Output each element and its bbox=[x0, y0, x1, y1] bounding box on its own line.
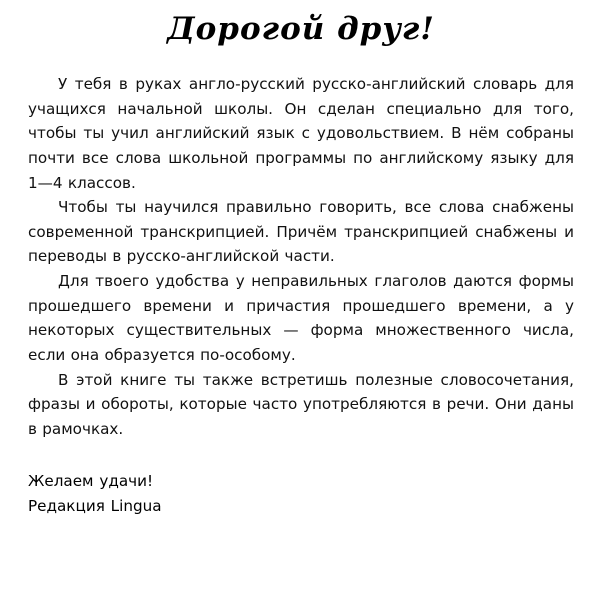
paragraph-1: У тебя в руках англо-русский русско-английский словарь для учащихся начальной школы. Он сделан специально для того, чтобы ты учил английский язык с удовольствием. В нём собраны почти все слова школьной программы по английскому языку для 1—4 классов. bbox=[28, 75, 574, 192]
paragraph-3: Для твоего удобства у неправильных глаголов даются формы прошедшего времени и причастия прошедшего времени, а у некоторых существительных — форма множественного числа, если она образуется по-особому. bbox=[28, 272, 574, 364]
closing-block bbox=[28, 469, 574, 518]
paragraph-2: Чтобы ты научился правильно говорить, все слова снабжены современной транскрипцией. Причём транскрипцией снабжены и переводы в русско-английской части. bbox=[28, 198, 574, 266]
closing-wish: Желаем удачи! bbox=[28, 472, 154, 491]
paragraph-4: В этой книге ты также встретишь полезные словосочетания, фразы и обороты, которые часто употребляются в речи. Они даны в рамочках. bbox=[28, 370, 574, 438]
document-body bbox=[28, 72, 574, 441]
closing-signature: Редакция Lingua bbox=[28, 497, 162, 516]
document-page bbox=[0, 8, 600, 590]
page-title: Дорогой друг! bbox=[167, 11, 435, 47]
